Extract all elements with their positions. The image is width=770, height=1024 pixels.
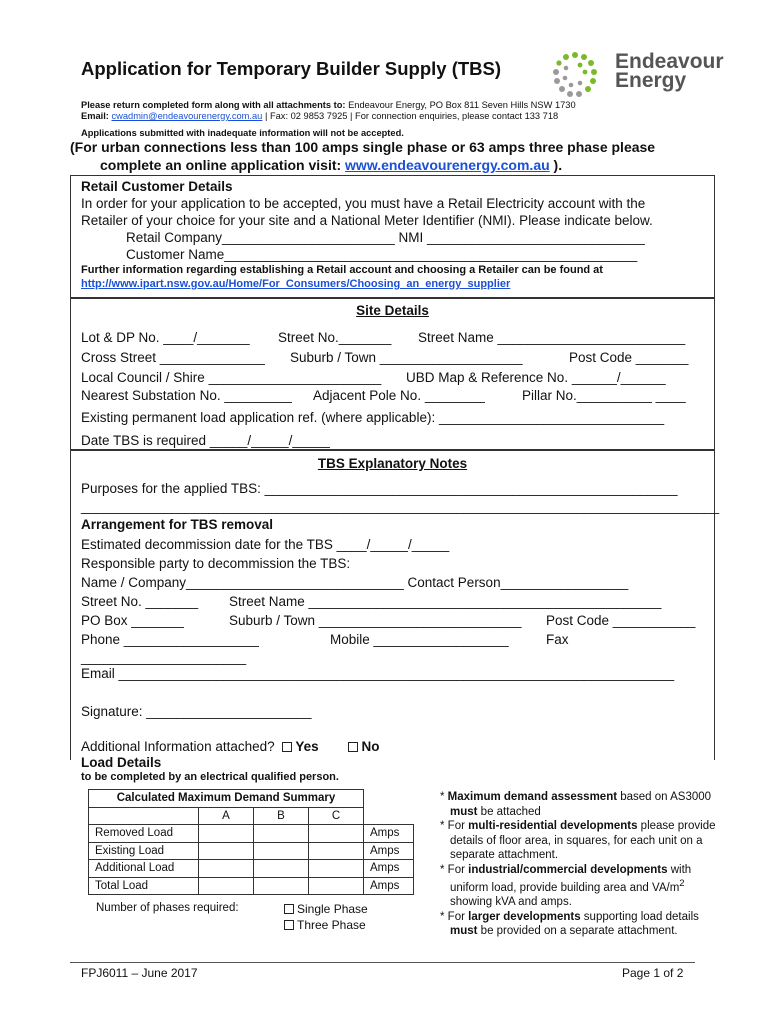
- decommission-date-field[interactable]: Estimated decommission date for the TBS ____/_____/_____: [81, 537, 450, 552]
- page-number: Page 1 of 2: [622, 966, 684, 980]
- tbs-date-field[interactable]: Date TBS is required _____/_____/_____: [81, 433, 330, 448]
- retail-further-info: Further information regarding establishing a Retail account and choosing a Retailer can be found at: [81, 264, 603, 276]
- removal-suburb-field[interactable]: Suburb / Town ___________________________: [229, 613, 522, 628]
- tbs-heading: TBS Explanatory Notes: [317, 456, 468, 471]
- page-title: Application for Temporary Builder Supply (TBS): [81, 58, 502, 79]
- col-c: C: [309, 807, 364, 825]
- note-industrial: * For industrial/commercial developments with uniform load, provide building area and $VA/m^2$ showing kVA and amps.: [440, 863, 692, 909]
- ipart-link[interactable]: http://www.ipart.nsw.gov.au/Home/For_Consumers/Choosing_an_energy_supplier: [81, 278, 511, 290]
- removal-heading: Arrangement for TBS removal: [81, 517, 274, 532]
- retail-text-1: In order for your application to be accepted, you must have a Retail Electricity account with the: [81, 196, 646, 211]
- postcode-field[interactable]: Post Code _______: [569, 350, 689, 365]
- form-code: FPJ6011 – June 2017: [81, 966, 198, 980]
- no-checkbox[interactable]: [348, 742, 358, 752]
- email-link[interactable]: cwadmin@endeavourenergy.com.au: [111, 111, 263, 121]
- note-larger: * For larger developments supporting load details must be provided on a separate attachment.: [440, 910, 699, 938]
- signature-field[interactable]: Signature: ______________________: [81, 704, 312, 719]
- adjacent-pole-field[interactable]: Adjacent Pole No. ________: [313, 388, 485, 403]
- note-max-demand: * Maximum demand assessment based on AS3000 must be attached: [440, 791, 712, 818]
- website-link[interactable]: www.endeavourenergy.com.au: [345, 157, 550, 173]
- phases-label: Number of phases required:: [96, 902, 239, 914]
- logo-text: Endeavour Energy: [615, 50, 724, 92]
- street-no-field[interactable]: Street No._______: [278, 330, 392, 345]
- inadequate-warning: Applications submitted with inadequate information will not be accepted.: [81, 128, 404, 138]
- purposes-field[interactable]: Purposes for the applied TBS: _______________________________________________________: [81, 481, 678, 496]
- three-phase-checkbox[interactable]: [284, 920, 294, 930]
- fax-label: Fax: [546, 632, 569, 647]
- cross-street-field[interactable]: Cross Street ______________: [81, 350, 265, 365]
- load-subheading: to be completed by an electrical qualified person.: [81, 771, 339, 783]
- council-field[interactable]: Local Council / Shire _______________________: [81, 370, 382, 385]
- ubd-field[interactable]: UBD Map & Reference No. ______/______: [406, 370, 666, 385]
- col-b: B: [254, 807, 309, 825]
- contact-line: Email: cwadmin@endeavourenergy.com.au | Fax: 02 9853 7925 | For connection enquiries, please contact 133 718: [81, 111, 559, 121]
- email-field[interactable]: Email __________________________________________________________________________: [81, 666, 675, 681]
- return-address: Please return completed form along with all attachments to: Endeavour Energy, PO Box 811 Seven Hills NSW 1730: [81, 100, 576, 110]
- single-phase-option[interactable]: Single Phase: [284, 902, 368, 916]
- removal-street-name-field[interactable]: Street Name _______________________________________________: [229, 594, 662, 609]
- phone-field[interactable]: Phone __________________: [81, 632, 259, 647]
- table-row: Removed Load Amps: [89, 825, 414, 843]
- urban-connections-note: (For urban connections less than 100 amps single phase or 63 amps three phase please complete an online application visit: www.endeavourenergy.com.au ).: [70, 139, 656, 173]
- removal-postcode-field[interactable]: Post Code ___________: [546, 613, 696, 628]
- existing-load-field[interactable]: Existing permanent load application ref. (where applicable): ______________________________: [81, 410, 665, 425]
- pillar-field[interactable]: Pillar No.__________ ____: [522, 388, 686, 403]
- logo-dots-icon: [540, 50, 610, 100]
- additional-info: Additional Information attached? Yes No: [81, 739, 380, 754]
- lot-dp-field[interactable]: Lot & DP No. ____/_______: [81, 330, 250, 345]
- mobile-field[interactable]: Mobile __________________: [330, 632, 509, 647]
- note-multi-residential: * For multi-residential developments please provide details of floor area, in squares, for each unit on a separate attachment.: [440, 820, 716, 861]
- col-a: A: [199, 807, 254, 825]
- table-row: Existing Load Amps: [89, 842, 414, 860]
- retail-text-2: Retailer of your choice for your site and a National Meter Identifier (NMI). Please indicate below.: [81, 213, 653, 228]
- customer-name-field[interactable]: Customer Name_______________________________________________________: [126, 247, 638, 262]
- yes-checkbox[interactable]: [282, 742, 292, 752]
- load-notes: [440, 790, 725, 939]
- responsible-label: Responsible party to decommission the TBS:: [81, 556, 351, 571]
- name-company-field[interactable]: Name / Company_____________________________ Contact Person_________________: [81, 575, 629, 590]
- three-phase-option[interactable]: Three Phase: [284, 918, 366, 932]
- removal-street-no-field[interactable]: Street No. _______: [81, 594, 199, 609]
- endeavour-energy-logo: [540, 50, 730, 100]
- table-row: Additional Load Amps: [89, 860, 414, 878]
- retail-heading: Retail Customer Details: [81, 179, 233, 194]
- purposes-line[interactable]: _____________________________________________________________________________________: [81, 499, 720, 514]
- fax-field[interactable]: ______________________: [81, 650, 247, 665]
- single-phase-checkbox[interactable]: [284, 904, 294, 914]
- max-demand-table: [88, 789, 414, 895]
- retail-company-field[interactable]: Retail Company_______________________ NMI _____________________________: [126, 230, 645, 245]
- site-heading: Site Details: [356, 303, 429, 318]
- footer-divider: [70, 962, 695, 963]
- street-name-field[interactable]: Street Name _________________________: [418, 330, 686, 345]
- table-row: Total Load Amps: [89, 877, 414, 895]
- load-heading: Load Details: [81, 755, 162, 770]
- substation-field[interactable]: Nearest Substation No. _________: [81, 388, 292, 403]
- po-box-field[interactable]: PO Box _______: [81, 613, 184, 628]
- suburb-field[interactable]: Suburb / Town ___________________: [290, 350, 523, 365]
- table-title: Calculated Maximum Demand Summary: [89, 790, 364, 808]
